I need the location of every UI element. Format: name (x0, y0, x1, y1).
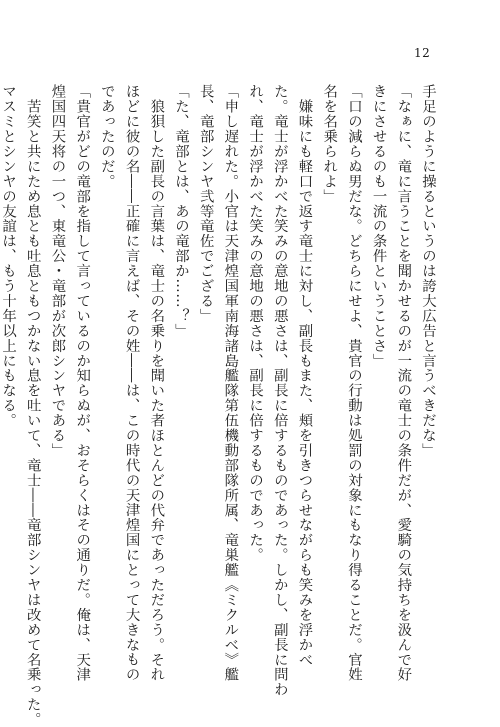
text-line: た。竜士が浮かべた笑みの意地の悪さは、副長に倍するものであった。しかし、副長に問わ (271, 84, 288, 697)
text-line: きにさせるのも一流の条件ということさ」 (370, 84, 387, 369)
text-line: 「た、竜部とは、あの竜部か……？」 (172, 84, 189, 339)
text-line: 長、竜部シンヤ弐等竜佐でござる」 (197, 84, 214, 324)
text-line: 名を名乗られよ」 (321, 84, 338, 204)
text-line: 「なぁに、竜に言うことを聞かせるのが一流の竜士の条件だが、愛騎の気持ちを汲んで好 (395, 84, 412, 682)
text-line: マスミとシンヤの友誼は、もう十年以上にもなる。 (0, 84, 17, 428)
text-line: 「口の減らぬ男だな。どちらにせよ、貴官の行動は処罰の対象にもなり得ることだ。官姓 (345, 84, 362, 682)
text-line: ほどに彼の名――正確に言えば、その姓――は、この時代の天津煌国にとって大きなもの (123, 84, 140, 682)
vertical-text-body (0, 84, 440, 727)
text-line: 嫌味にも軽口で返す竜士に対し、副長もまた、頬を引きつらせながらも笑みを浮かべ (296, 84, 313, 668)
text-line: 「申し遅れた。小官は天津煌国軍南海諸島艦隊第伍機動部隊所属、竜巣艦《ミクルベ》艦 (222, 84, 239, 682)
text-line: 煌国四天将の一つ、東竜公・竜部が次郎シンヤである」 (49, 84, 66, 458)
text-line: 「貴官がどの竜部を指して言っているのか知らぬが、おそらくはその通りだ。俺は、天津 (74, 84, 91, 682)
page-number: 12 (414, 46, 431, 60)
text-line: れ、竜士が浮かべた笑みの意地の悪さは、副長に倍するものであった。 (247, 84, 264, 563)
text-line: 狼狽した副長の言葉は、竜士の名乗りを聞いた者ほとんどの代弁であっただろう。それ (148, 84, 165, 682)
text-line: 手足のように操るというのは誇大広告と言うべきだな」 (420, 84, 436, 458)
text-line: であったのだ。 (98, 84, 115, 189)
text-line: 苦笑と共にため息とも吐息ともつかない息を吐いて、竜士――竜部シンヤは改めて名乗った。 (24, 84, 41, 727)
